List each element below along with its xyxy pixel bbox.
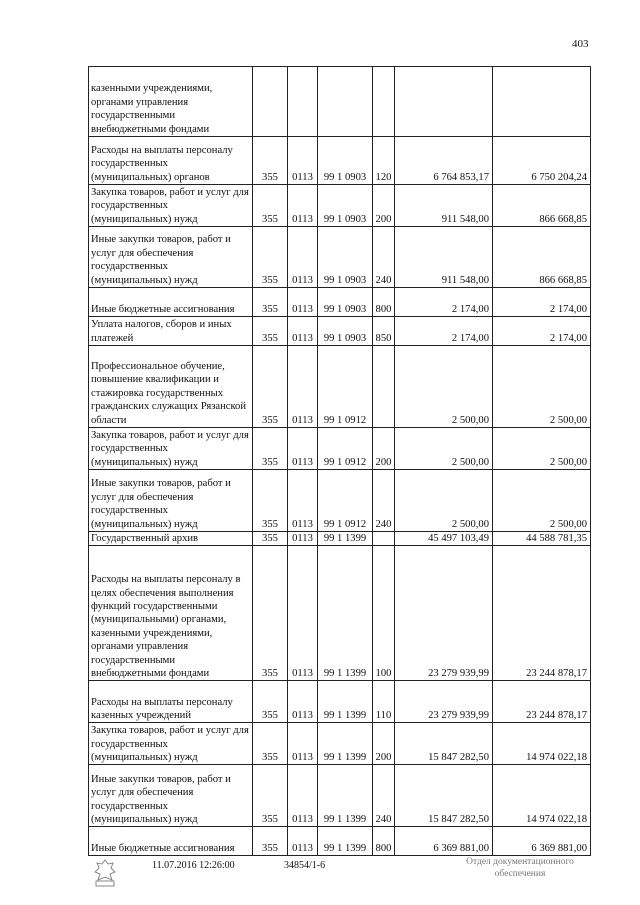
cell-ved (253, 67, 288, 137)
cell-csr: 99 1 1399 (318, 546, 373, 681)
cell-ved: 355 (253, 185, 288, 227)
table-row (89, 470, 591, 532)
cell-vr: 200 (373, 185, 395, 227)
cell-ved: 355 (253, 470, 288, 532)
cell-ved: 355 (253, 546, 288, 681)
cell-name: Расходы на выплаты персоналу государственных (муниципальных) органов (89, 137, 253, 185)
cell-sum-2017: 15 847 282,50 (395, 723, 493, 765)
table-row (89, 546, 591, 681)
page-footer (0, 856, 640, 896)
budget-table (88, 66, 591, 856)
cell-rz: 0113 (288, 185, 318, 227)
cell-vr: 100 (373, 546, 395, 681)
cell-ved: 355 (253, 428, 288, 470)
cell-vr: 120 (373, 137, 395, 185)
cell-vr: 800 (373, 827, 395, 856)
cell-sum-2018: 2 500,00 (493, 346, 591, 428)
cell-sum-2017: 15 847 282,50 (395, 765, 493, 827)
cell-rz: 0113 (288, 227, 318, 288)
table-row (89, 723, 591, 765)
cell-sum-2017: 911 548,00 (395, 227, 493, 288)
table-row (89, 681, 591, 723)
cell-sum-2017: 6 369 881,00 (395, 827, 493, 856)
table-row (89, 428, 591, 470)
cell-name: Государственный архив (89, 532, 253, 546)
cell-ved: 355 (253, 681, 288, 723)
cell-name: Расходы на выплаты персоналу в целях обеспечения выполнения функций государственными (муниципальными) органами, казенными учреждениями, органами управления государственными внебюджетными фондами (89, 546, 253, 681)
cell-sum-2017: 2 500,00 (395, 470, 493, 532)
cell-sum-2018: 2 174,00 (493, 288, 591, 317)
cell-name: Закупка товаров, работ и услуг для государственных (муниципальных) нужд (89, 723, 253, 765)
cell-sum-2018: 2 500,00 (493, 470, 591, 532)
cell-vr: 240 (373, 470, 395, 532)
cell-rz: 0113 (288, 532, 318, 546)
cell-sum-2017 (395, 67, 493, 137)
cell-name: Иные бюджетные ассигнования (89, 288, 253, 317)
cell-ved: 355 (253, 227, 288, 288)
footer-doc-number: 34854/1-6 (284, 860, 326, 871)
cell-vr: 200 (373, 428, 395, 470)
cell-vr: 110 (373, 681, 395, 723)
cell-csr: 99 1 1399 (318, 765, 373, 827)
cell-rz: 0113 (288, 827, 318, 856)
table-row (89, 532, 591, 546)
cell-csr: 99 1 1399 (318, 532, 373, 546)
cell-csr: 99 1 0912 (318, 470, 373, 532)
cell-sum-2018: 14 974 022,18 (493, 765, 591, 827)
cell-vr (373, 67, 395, 137)
coat-of-arms-icon (92, 858, 118, 891)
cell-csr: 99 1 0903 (318, 317, 373, 346)
cell-csr: 99 1 1399 (318, 681, 373, 723)
cell-rz: 0113 (288, 288, 318, 317)
cell-rz: 0113 (288, 346, 318, 428)
cell-csr: 99 1 1399 (318, 723, 373, 765)
cell-sum-2018: 6 750 204,24 (493, 137, 591, 185)
cell-name: Расходы на выплаты персоналу казенных учреждений (89, 681, 253, 723)
cell-name: Иные закупки товаров, работ и услуг для обеспечения государственных (муниципальных) нужд (89, 765, 253, 827)
cell-sum-2017: 2 174,00 (395, 317, 493, 346)
cell-sum-2017: 2 500,00 (395, 428, 493, 470)
cell-sum-2017: 911 548,00 (395, 185, 493, 227)
cell-sum-2018 (493, 67, 591, 137)
footer-department (440, 856, 600, 880)
cell-csr: 99 1 0912 (318, 346, 373, 428)
cell-name: Иные закупки товаров, работ и услуг для обеспечения государственных (муниципальных) нужд (89, 227, 253, 288)
cell-sum-2018: 23 244 878,17 (493, 546, 591, 681)
cell-sum-2018: 23 244 878,17 (493, 681, 591, 723)
cell-rz: 0113 (288, 470, 318, 532)
cell-name: казенными учреждениями, органами управления государственными внебюджетными фондами (89, 67, 253, 137)
footer-department-line1: Отдел документационного (466, 857, 574, 867)
cell-sum-2018: 866 668,85 (493, 227, 591, 288)
cell-ved: 355 (253, 827, 288, 856)
cell-rz: 0113 (288, 681, 318, 723)
cell-ved: 355 (253, 317, 288, 346)
cell-vr (373, 532, 395, 546)
table-row (89, 288, 591, 317)
cell-csr (318, 67, 373, 137)
table-row (89, 827, 591, 856)
cell-csr: 99 1 0903 (318, 185, 373, 227)
cell-sum-2017: 2 500,00 (395, 346, 493, 428)
cell-rz: 0113 (288, 765, 318, 827)
cell-sum-2018: 6 369 881,00 (493, 827, 591, 856)
cell-rz: 0113 (288, 428, 318, 470)
cell-rz: 0113 (288, 317, 318, 346)
cell-ved: 355 (253, 137, 288, 185)
cell-name: Закупка товаров, работ и услуг для государственных (муниципальных) нужд (89, 428, 253, 470)
cell-ved: 355 (253, 723, 288, 765)
cell-sum-2018: 44 588 781,35 (493, 532, 591, 546)
cell-ved: 355 (253, 346, 288, 428)
table-row (89, 346, 591, 428)
cell-name: Закупка товаров, работ и услуг для государственных (муниципальных) нужд (89, 185, 253, 227)
cell-rz: 0113 (288, 137, 318, 185)
cell-sum-2017: 2 174,00 (395, 288, 493, 317)
cell-sum-2018: 866 668,85 (493, 185, 591, 227)
budget-table-body (89, 67, 591, 856)
footer-department-line2: обеспечения (494, 869, 546, 879)
cell-vr: 800 (373, 288, 395, 317)
cell-sum-2017: 45 497 103,49 (395, 532, 493, 546)
cell-vr: 240 (373, 765, 395, 827)
cell-sum-2017: 6 764 853,17 (395, 137, 493, 185)
cell-vr: 240 (373, 227, 395, 288)
cell-sum-2018: 14 974 022,18 (493, 723, 591, 765)
cell-name: Уплата налогов, сборов и иных платежей (89, 317, 253, 346)
cell-rz (288, 67, 318, 137)
cell-ved: 355 (253, 288, 288, 317)
cell-name: Иные закупки товаров, работ и услуг для обеспечения государственных (муниципальных) нужд (89, 470, 253, 532)
cell-sum-2017: 23 279 939,99 (395, 681, 493, 723)
cell-rz: 0113 (288, 546, 318, 681)
cell-sum-2018: 2 174,00 (493, 317, 591, 346)
cell-name: Иные бюджетные ассигнования (89, 827, 253, 856)
cell-csr: 99 1 0903 (318, 288, 373, 317)
cell-vr: 850 (373, 317, 395, 346)
table-row (89, 185, 591, 227)
table-row (89, 765, 591, 827)
cell-rz: 0113 (288, 723, 318, 765)
cell-ved: 355 (253, 532, 288, 546)
cell-ved: 355 (253, 765, 288, 827)
page-number: 403 (572, 38, 589, 50)
table-row (89, 67, 591, 137)
cell-name: Профессиональное обучение, повышение квалификации и стажировка государственных гражданских служащих Рязанской области (89, 346, 253, 428)
cell-csr: 99 1 1399 (318, 827, 373, 856)
footer-datetime: 11.07.2016 12:26:00 (152, 860, 235, 871)
cell-csr: 99 1 0903 (318, 227, 373, 288)
cell-csr: 99 1 0912 (318, 428, 373, 470)
cell-csr: 99 1 0903 (318, 137, 373, 185)
table-row (89, 317, 591, 346)
cell-sum-2017: 23 279 939,99 (395, 546, 493, 681)
table-row (89, 137, 591, 185)
cell-sum-2018: 2 500,00 (493, 428, 591, 470)
cell-vr: 200 (373, 723, 395, 765)
cell-vr (373, 346, 395, 428)
table-row (89, 227, 591, 288)
